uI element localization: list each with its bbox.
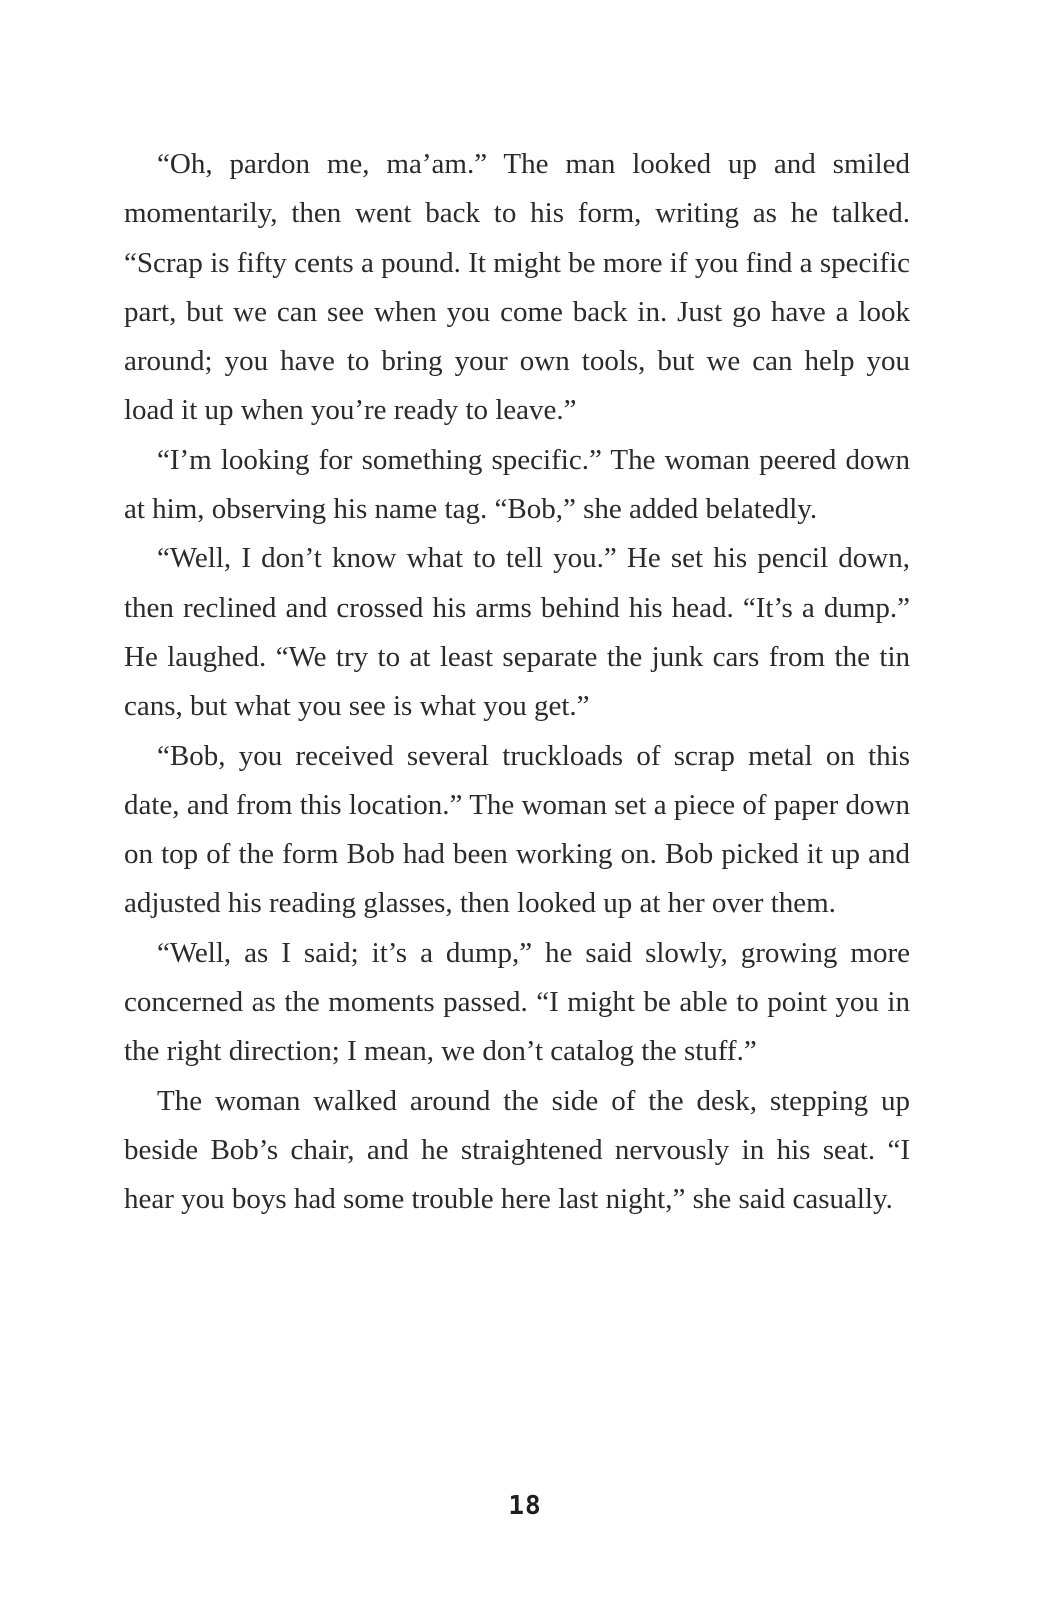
paragraph-1: “Oh, pardon me, ma’am.” The man looked up and smiled momentarily, then went back to his form, writing as he talked. “Scrap is fifty cents a pound. It might be more if you find a specific part, but we can see when you come back in. Just go have a look around; you have to bring your own tools, but we can help you load it up when you’re ready to leave.” [124, 148, 910, 427]
page-number: 18 [508, 1491, 542, 1521]
paragraph-3: “Well, I don’t know what to tell you.” He set his pencil down, then reclined and crossed his arms behind his head. “It’s a dump.” He laughed. “We try to at least separate the junk cars from the tin cans, but what you see is what you get.” [124, 542, 910, 723]
paragraph-2: “I’m looking for something specific.” The woman peered down at him, observing his name tag. “Bob,” she added belatedly. [124, 443, 910, 526]
paragraph-5: “Well, as I said; it’s a dump,” he said slowly, growing more concerned as the moments passed. “I might be able to point you in the right direction; I mean, we don’t catalog the stuff.” [124, 936, 910, 1068]
paragraph-6: The woman walked around the side of the desk, stepping up beside Bob’s chair, and he straightened nervously in his seat. “I hear you boys had some trouble here last night,” she said casually. [124, 1084, 910, 1216]
paragraph-4: “Bob, you received several truckloads of scrap metal on this date, and from this location.” The woman set a piece of paper down on top of the form Bob had been working on. Bob picked it up and adjusted his reading glasses, then looked up at her over them. [124, 739, 910, 920]
body-text [124, 140, 910, 1225]
